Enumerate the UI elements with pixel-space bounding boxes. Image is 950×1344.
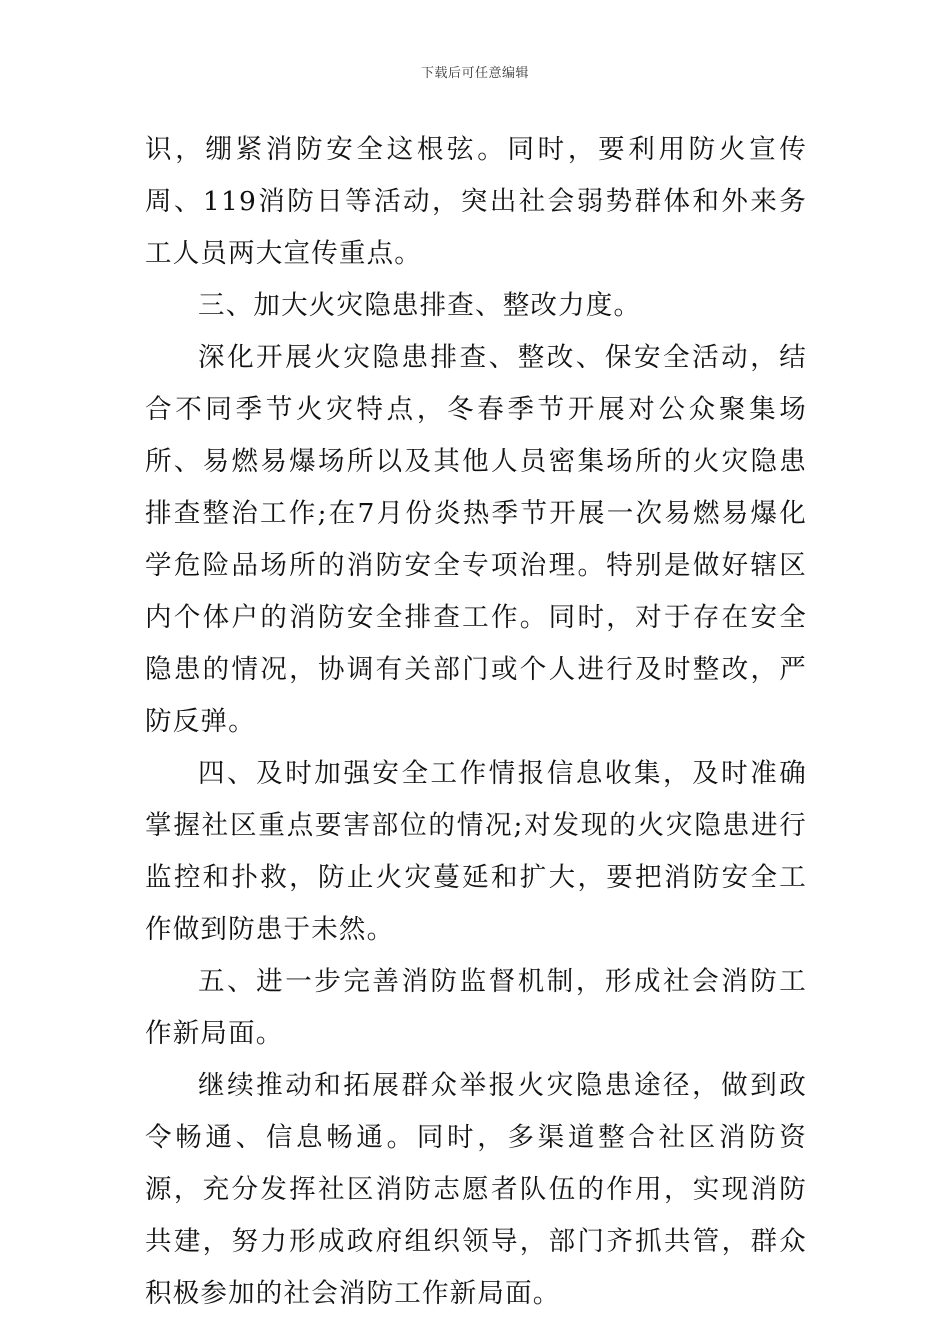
paragraph-continued-publicity: 识，绷紧消防安全这根弦。同时，要利用防火宣传周、119消防日等活动，突出社会弱势群体和外来务工人员两大宣传重点。	[145, 134, 807, 269]
page-header-note: 下载后可任意编辑	[420, 66, 529, 81]
document-body	[145, 124, 807, 1320]
heading-section-five: 五、进一步完善消防监督机制，形成社会消防工作新局面。	[145, 966, 807, 1049]
paragraph-community-firefighting: 继续推动和拓展群众举报火灾隐患途径，做到政令畅通、信息畅通。同时，多渠道整合社区消防资源，充分发挥社区消防志愿者队伍的作用，实现消防共建，努力形成政府组织领导，部门齐抓共管，群众积极参加的社会消防工作新局面。	[145, 1070, 807, 1309]
paragraph-hazard-inspection: 深化开展火灾隐患排查、整改、保安全活动，结合不同季节火灾特点，冬春季节开展对公众聚集场所、易燃易爆场所以及其他人员密集场所的火灾隐患排查整治工作;在7月份炎热季节开展一次易燃易爆化学危险品场所的消防安全专项治理。特别是做好辖区内个体户的消防安全排查工作。同时，对于存在安全隐患的情况，协调有关部门或个人进行及时整改，严防反弹。	[145, 342, 807, 737]
heading-section-three: 三、加大火灾隐患排查、整改力度。	[198, 290, 642, 321]
paragraph-section-four: 四、及时加强安全工作情报信息收集，及时准确掌握社区重点要害部位的情况;对发现的火灾隐患进行监控和扑救，防止火灾蔓延和扩大，要把消防安全工作做到防患于未然。	[145, 758, 807, 945]
